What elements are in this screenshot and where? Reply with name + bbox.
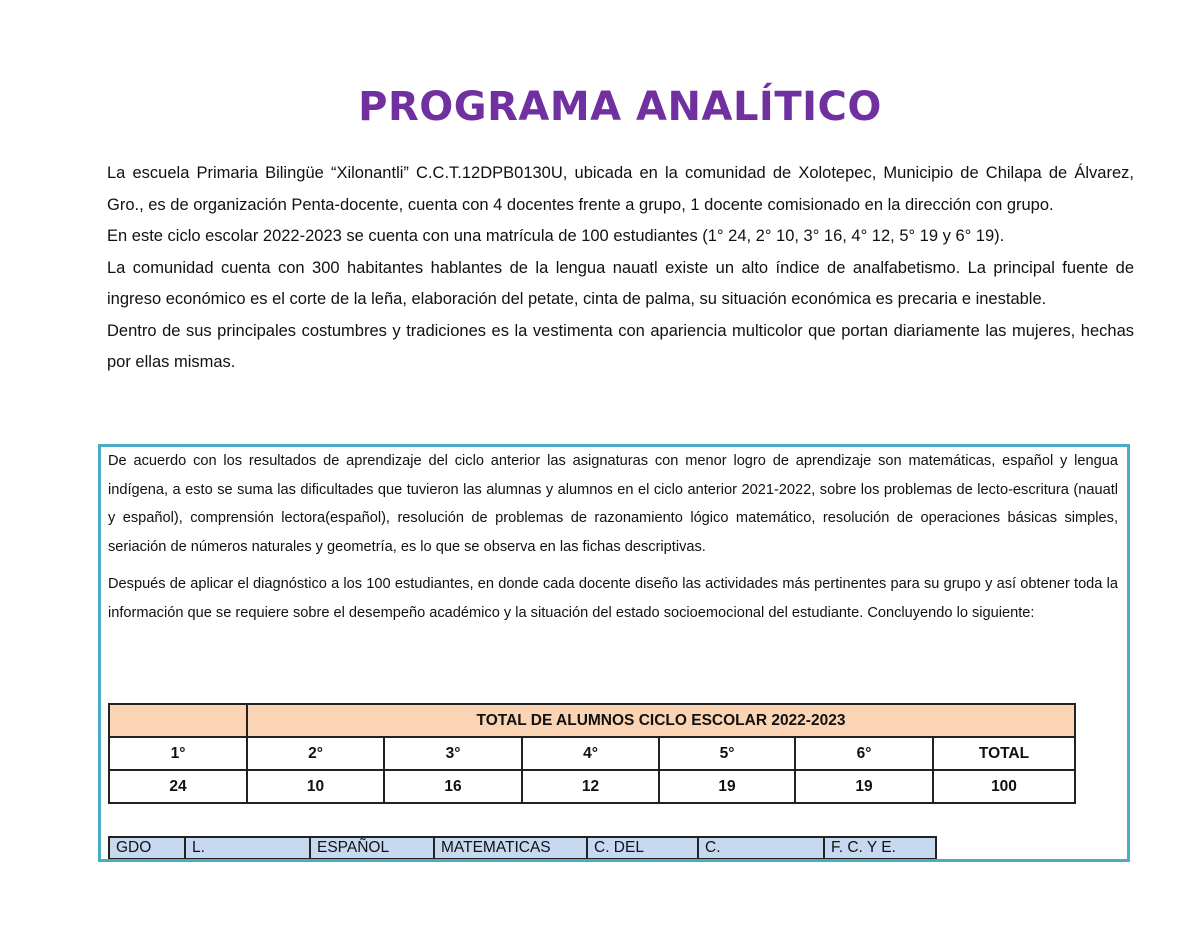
count-cell: 19 [659, 770, 795, 803]
page-title: PROGRAMA ANALÍTICO [358, 84, 882, 130]
subjects-table [108, 836, 937, 860]
subject-header-cell: MATEMATICAS [434, 837, 587, 859]
subject-header-cell: L. [185, 837, 310, 859]
subject-header-cell: C. [698, 837, 824, 859]
table-header-row [109, 704, 1075, 737]
count-cell: 12 [522, 770, 659, 803]
grades-row [109, 737, 1075, 770]
count-cell: 10 [247, 770, 384, 803]
count-cell: 19 [795, 770, 933, 803]
diagnosis-text [108, 447, 1118, 636]
grade-cell: 2° [247, 737, 384, 770]
grade-cell: TOTAL [933, 737, 1075, 770]
intro-paragraph: Dentro de sus principales costumbres y tradiciones es la vestimenta con apariencia multicolor que portan diariamente las mujeres, hechas por ellas mismas. [107, 321, 1134, 371]
intro-section [107, 158, 1134, 379]
diagnosis-paragraph: De acuerdo con los resultados de aprendizaje del ciclo anterior las asignaturas con menor logro de aprendizaje son matemáticas, español y lengua indígena, a esto se suma las dificultades que tuvieron las alumnas y alumnos en el ciclo anterior 2021-2022, sobre los problemas de lecto-escritura (nauatl y español), comprensión lectora(español), resolución de problemas de razonamiento lógico matemático, resolución de operaciones básicas simples, seriación de números naturales y geometría, es lo que se observa en las fichas descriptivas. [108, 453, 1118, 555]
count-cell: 24 [109, 770, 247, 803]
subject-header-cell: C. DEL [587, 837, 698, 859]
grade-cell: 6° [795, 737, 933, 770]
grade-cell: 5° [659, 737, 795, 770]
students-total-table [108, 703, 1076, 804]
grade-cell: 3° [384, 737, 522, 770]
intro-paragraph: En este ciclo escolar 2022-2023 se cuenta con una matrícula de 100 estudiantes (1° 24, 2° 10, 3° 16, 4° 12, 5° 19 y 6° 19). [107, 227, 1005, 245]
count-cell: 100 [933, 770, 1075, 803]
subject-header-cell: GDO [109, 837, 185, 859]
count-cell: 16 [384, 770, 522, 803]
intro-paragraph: La comunidad cuenta con 300 habitantes hablantes de la lengua nauatl existe un alto índice de analfabetismo. La principal fuente de ingreso económico es el corte de la leña, elaboración del petate, cinta de palma, su situación económica es precaria e inestable. [107, 258, 1134, 308]
diagnosis-box [98, 444, 1130, 862]
table-corner-cell [109, 704, 247, 737]
subjects-header-row [109, 837, 936, 859]
diagnosis-paragraph: Después de aplicar el diagnóstico a los 100 estudiantes, en donde cada docente diseño las actividades más pertinentes para su grupo y así obtener toda la información que se requiere sobre el desempeño académico y la situación del estado socioemocional del estudiante. Concluyendo lo siguiente: [108, 576, 1118, 621]
table-header: TOTAL DE ALUMNOS CICLO ESCOLAR 2022-2023 [247, 704, 1075, 737]
counts-row [109, 770, 1075, 803]
subject-header-cell: ESPAÑOL [310, 837, 434, 859]
grade-cell: 1° [109, 737, 247, 770]
subject-header-cell: F. C. Y E. [824, 837, 936, 859]
intro-paragraph: La escuela Primaria Bilingüe “Xilonantli” C.C.T.12DPB0130U, ubicada en la comunidad de Xolotepec, Municipio de Chilapa de Álvarez, Gro., es de organización Penta-docente, cuenta con 4 docentes frente a grupo, 1 docente comisionado en la dirección con grupo. [107, 164, 1134, 214]
grade-cell: 4° [522, 737, 659, 770]
